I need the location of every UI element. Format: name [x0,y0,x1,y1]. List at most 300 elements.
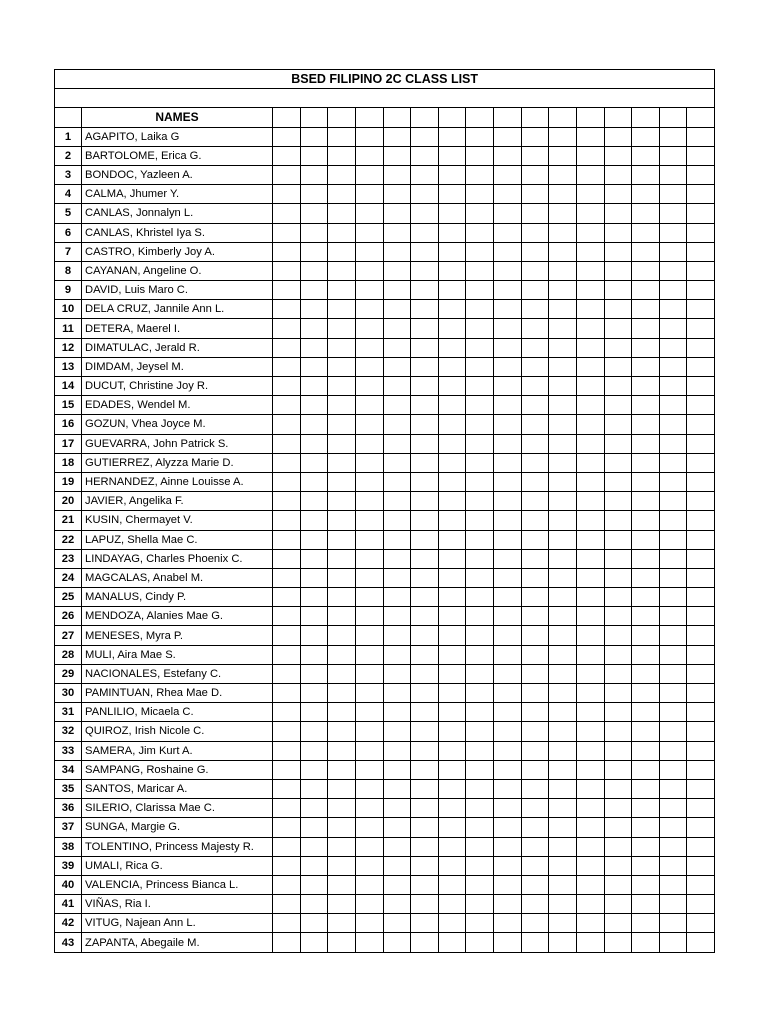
grid-cell[interactable] [494,818,522,837]
student-name[interactable]: CALMA, Jhumer Y. [82,185,273,204]
grid-cell[interactable] [604,607,632,626]
grid-cell[interactable] [328,223,356,242]
grid-cell[interactable] [411,472,439,491]
grid-cell[interactable] [494,895,522,914]
grid-cell[interactable] [576,568,604,587]
student-name[interactable]: ZAPANTA, Abegaile M. [82,933,273,952]
grid-cell[interactable] [328,722,356,741]
grid-cell[interactable] [576,741,604,760]
grid-cell[interactable] [300,703,328,722]
grid-cell[interactable] [632,261,660,280]
grid-cell[interactable] [687,530,715,549]
grid-cell[interactable] [411,741,439,760]
grid-cell[interactable] [411,779,439,798]
grid-cell[interactable] [521,204,549,223]
grid-cell[interactable] [273,338,301,357]
student-name[interactable]: DIMATULAC, Jerald R. [82,338,273,357]
grid-cell[interactable] [466,338,494,357]
grid-cell[interactable] [466,281,494,300]
student-number[interactable]: 40 [55,875,82,894]
student-name[interactable]: LINDAYAG, Charles Phoenix C. [82,549,273,568]
grid-cell[interactable] [632,568,660,587]
grid-cell[interactable] [355,722,383,741]
grid-cell[interactable] [687,204,715,223]
grid-cell[interactable] [355,664,383,683]
grid-cell[interactable] [632,223,660,242]
grid-cell[interactable] [659,914,687,933]
grid-cell[interactable] [687,933,715,952]
grid-cell[interactable] [273,165,301,184]
grid-cell[interactable] [576,760,604,779]
grid-cell[interactable] [687,165,715,184]
grid-cell[interactable] [438,281,466,300]
grid-cell[interactable] [411,607,439,626]
grid-cell[interactable] [521,818,549,837]
grid-cell[interactable] [273,377,301,396]
grid-cell[interactable] [300,741,328,760]
grid-cell[interactable] [604,645,632,664]
grid-cell[interactable] [576,664,604,683]
grid-cell[interactable] [659,856,687,875]
grid-cell[interactable] [521,799,549,818]
grid-cell[interactable] [549,549,577,568]
grid-cell[interactable] [659,357,687,376]
grid-cell[interactable] [576,779,604,798]
grid-cell[interactable] [494,415,522,434]
grid-cell[interactable] [328,645,356,664]
grid-cell[interactable] [521,338,549,357]
student-number[interactable]: 17 [55,434,82,453]
grid-cell[interactable] [549,818,577,837]
grid-cell[interactable] [521,875,549,894]
grid-cell[interactable] [549,837,577,856]
grid-cell[interactable] [632,799,660,818]
grid-cell[interactable] [659,319,687,338]
grid-cell[interactable] [659,684,687,703]
grid-cell[interactable] [687,223,715,242]
grid-cell[interactable] [438,338,466,357]
grid-cell[interactable] [328,108,356,127]
class-list-title[interactable]: BSED FILIPINO 2C CLASS LIST [55,70,715,89]
student-number[interactable]: 15 [55,396,82,415]
grid-cell[interactable] [355,261,383,280]
grid-cell[interactable] [521,127,549,146]
grid-cell[interactable] [494,588,522,607]
grid-cell[interactable] [438,895,466,914]
grid-cell[interactable] [328,875,356,894]
grid-cell[interactable] [521,684,549,703]
grid-cell[interactable] [355,837,383,856]
grid-cell[interactable] [300,319,328,338]
grid-cell[interactable] [438,146,466,165]
grid-cell[interactable] [521,530,549,549]
student-name[interactable]: VITUG, Najean Ann L. [82,914,273,933]
grid-cell[interactable] [549,127,577,146]
grid-cell[interactable] [438,837,466,856]
grid-cell[interactable] [328,684,356,703]
grid-cell[interactable] [604,108,632,127]
grid-cell[interactable] [494,607,522,626]
grid-cell[interactable] [411,530,439,549]
grid-cell[interactable] [632,165,660,184]
grid-cell[interactable] [576,165,604,184]
grid-cell[interactable] [604,165,632,184]
grid-cell[interactable] [549,415,577,434]
student-name[interactable]: DIMDAM, Jeysel M. [82,357,273,376]
student-name[interactable]: SAMPANG, Roshaine G. [82,760,273,779]
student-number[interactable]: 16 [55,415,82,434]
grid-cell[interactable] [466,127,494,146]
grid-cell[interactable] [576,492,604,511]
student-number[interactable]: 11 [55,319,82,338]
student-name[interactable]: HERNANDEZ, Ainne Louisse A. [82,472,273,491]
grid-cell[interactable] [383,300,411,319]
grid-cell[interactable] [466,300,494,319]
grid-cell[interactable] [604,472,632,491]
grid-cell[interactable] [521,549,549,568]
grid-cell[interactable] [300,511,328,530]
grid-cell[interactable] [328,165,356,184]
grid-cell[interactable] [411,261,439,280]
grid-cell[interactable] [273,760,301,779]
grid-cell[interactable] [383,338,411,357]
grid-cell[interactable] [632,914,660,933]
grid-cell[interactable] [521,223,549,242]
grid-cell[interactable] [687,338,715,357]
student-name[interactable]: MANALUS, Cindy P. [82,588,273,607]
grid-cell[interactable] [632,645,660,664]
grid-cell[interactable] [328,242,356,261]
grid-cell[interactable] [328,338,356,357]
grid-cell[interactable] [411,684,439,703]
student-number[interactable]: 43 [55,933,82,952]
grid-cell[interactable] [383,933,411,952]
grid-cell[interactable] [659,434,687,453]
grid-cell[interactable] [549,799,577,818]
grid-cell[interactable] [632,492,660,511]
grid-cell[interactable] [355,108,383,127]
grid-cell[interactable] [604,185,632,204]
grid-cell[interactable] [549,242,577,261]
grid-cell[interactable] [521,588,549,607]
grid-cell[interactable] [411,645,439,664]
grid-cell[interactable] [383,396,411,415]
grid-cell[interactable] [383,741,411,760]
grid-cell[interactable] [576,300,604,319]
grid-cell[interactable] [604,722,632,741]
student-name[interactable]: VIÑAS, Ria I. [82,895,273,914]
grid-cell[interactable] [383,530,411,549]
grid-cell[interactable] [549,607,577,626]
grid-cell[interactable] [521,626,549,645]
grid-cell[interactable] [300,396,328,415]
grid-cell[interactable] [521,300,549,319]
grid-cell[interactable] [632,933,660,952]
grid-cell[interactable] [300,607,328,626]
grid-cell[interactable] [438,856,466,875]
grid-cell[interactable] [328,741,356,760]
grid-cell[interactable] [687,453,715,472]
grid-cell[interactable] [466,703,494,722]
grid-cell[interactable] [494,146,522,165]
grid-cell[interactable] [659,568,687,587]
grid-cell[interactable] [438,549,466,568]
student-name[interactable]: SUNGA, Margie G. [82,818,273,837]
grid-cell[interactable] [549,645,577,664]
grid-cell[interactable] [466,664,494,683]
grid-cell[interactable] [466,914,494,933]
grid-cell[interactable] [521,377,549,396]
grid-cell[interactable] [355,818,383,837]
grid-cell[interactable] [328,300,356,319]
grid-cell[interactable] [549,914,577,933]
grid-cell[interactable] [659,626,687,645]
grid-cell[interactable] [383,415,411,434]
grid-cell[interactable] [355,684,383,703]
grid-cell[interactable] [300,818,328,837]
grid-cell[interactable] [438,914,466,933]
grid-cell[interactable] [632,108,660,127]
grid-cell[interactable] [355,415,383,434]
grid-cell[interactable] [411,837,439,856]
grid-cell[interactable] [328,319,356,338]
grid-cell[interactable] [300,472,328,491]
grid-cell[interactable] [632,703,660,722]
student-name[interactable]: EDADES, Wendel M. [82,396,273,415]
grid-cell[interactable] [521,261,549,280]
grid-cell[interactable] [273,568,301,587]
grid-cell[interactable] [687,722,715,741]
grid-cell[interactable] [659,242,687,261]
grid-cell[interactable] [687,549,715,568]
grid-cell[interactable] [687,741,715,760]
grid-cell[interactable] [604,281,632,300]
student-name[interactable]: GUEVARRA, John Patrick S. [82,434,273,453]
grid-cell[interactable] [300,799,328,818]
student-name[interactable]: SILERIO, Clarissa Mae C. [82,799,273,818]
grid-cell[interactable] [273,204,301,223]
grid-cell[interactable] [273,223,301,242]
grid-cell[interactable] [549,779,577,798]
grid-cell[interactable] [300,914,328,933]
grid-cell[interactable] [549,703,577,722]
grid-cell[interactable] [411,856,439,875]
grid-cell[interactable] [300,684,328,703]
grid-cell[interactable] [355,568,383,587]
grid-cell[interactable] [328,895,356,914]
grid-cell[interactable] [576,799,604,818]
grid-cell[interactable] [687,146,715,165]
student-number[interactable]: 12 [55,338,82,357]
grid-cell[interactable] [466,856,494,875]
grid-cell[interactable] [355,703,383,722]
grid-cell[interactable] [687,760,715,779]
grid-cell[interactable] [494,684,522,703]
grid-cell[interactable] [549,357,577,376]
grid-cell[interactable] [494,319,522,338]
grid-cell[interactable] [576,338,604,357]
grid-cell[interactable] [604,261,632,280]
grid-cell[interactable] [466,261,494,280]
grid-cell[interactable] [383,645,411,664]
grid-cell[interactable] [300,377,328,396]
grid-cell[interactable] [604,357,632,376]
grid-cell[interactable] [438,453,466,472]
grid-cell[interactable] [576,453,604,472]
grid-cell[interactable] [521,453,549,472]
grid-cell[interactable] [576,549,604,568]
grid-cell[interactable] [604,568,632,587]
grid-cell[interactable] [632,242,660,261]
grid-cell[interactable] [659,338,687,357]
grid-cell[interactable] [576,223,604,242]
grid-cell[interactable] [383,703,411,722]
grid-cell[interactable] [604,204,632,223]
grid-cell[interactable] [466,568,494,587]
grid-cell[interactable] [273,146,301,165]
grid-cell[interactable] [687,779,715,798]
grid-cell[interactable] [273,684,301,703]
grid-cell[interactable] [494,779,522,798]
grid-cell[interactable] [328,261,356,280]
grid-cell[interactable] [383,607,411,626]
grid-cell[interactable] [273,511,301,530]
grid-cell[interactable] [659,377,687,396]
grid-cell[interactable] [549,223,577,242]
grid-cell[interactable] [521,664,549,683]
student-name[interactable]: TOLENTINO, Princess Majesty R. [82,837,273,856]
student-number[interactable]: 23 [55,549,82,568]
grid-cell[interactable] [438,242,466,261]
grid-cell[interactable] [411,396,439,415]
grid-cell[interactable] [576,684,604,703]
grid-cell[interactable] [549,511,577,530]
grid-cell[interactable] [576,415,604,434]
grid-cell[interactable] [521,837,549,856]
grid-cell[interactable] [411,300,439,319]
grid-cell[interactable] [438,204,466,223]
grid-cell[interactable] [383,434,411,453]
grid-cell[interactable] [521,472,549,491]
grid-cell[interactable] [411,281,439,300]
grid-cell[interactable] [438,396,466,415]
student-number[interactable]: 30 [55,684,82,703]
grid-cell[interactable] [300,837,328,856]
grid-cell[interactable] [300,645,328,664]
grid-cell[interactable] [438,626,466,645]
grid-cell[interactable] [411,242,439,261]
grid-cell[interactable] [659,453,687,472]
grid-cell[interactable] [355,165,383,184]
grid-cell[interactable] [659,722,687,741]
grid-cell[interactable] [411,357,439,376]
grid-cell[interactable] [411,492,439,511]
grid-cell[interactable] [438,588,466,607]
student-number[interactable]: 25 [55,588,82,607]
grid-cell[interactable] [355,472,383,491]
grid-cell[interactable] [659,396,687,415]
grid-cell[interactable] [411,415,439,434]
grid-cell[interactable] [438,415,466,434]
student-name[interactable]: VALENCIA, Princess Bianca L. [82,875,273,894]
student-name[interactable]: DAVID, Luis Maro C. [82,281,273,300]
grid-cell[interactable] [659,261,687,280]
grid-cell[interactable] [687,300,715,319]
grid-cell[interactable] [632,741,660,760]
grid-cell[interactable] [632,357,660,376]
grid-cell[interactable] [300,300,328,319]
grid-cell[interactable] [300,108,328,127]
student-number[interactable]: 9 [55,281,82,300]
grid-cell[interactable] [383,242,411,261]
grid-cell[interactable] [494,492,522,511]
grid-cell[interactable] [466,645,494,664]
grid-cell[interactable] [328,530,356,549]
grid-cell[interactable] [438,684,466,703]
student-number[interactable]: 10 [55,300,82,319]
grid-cell[interactable] [576,818,604,837]
grid-cell[interactable] [494,530,522,549]
grid-cell[interactable] [549,261,577,280]
grid-cell[interactable] [411,108,439,127]
grid-cell[interactable] [328,204,356,223]
grid-cell[interactable] [355,396,383,415]
student-name[interactable]: CAYANAN, Angeline O. [82,261,273,280]
grid-cell[interactable] [494,645,522,664]
grid-cell[interactable] [438,511,466,530]
grid-cell[interactable] [632,779,660,798]
grid-cell[interactable] [576,722,604,741]
grid-cell[interactable] [355,645,383,664]
grid-cell[interactable] [549,146,577,165]
grid-cell[interactable] [549,396,577,415]
grid-cell[interactable] [383,914,411,933]
grid-cell[interactable] [576,703,604,722]
grid-cell[interactable] [549,760,577,779]
student-name[interactable]: CANLAS, Jonnalyn L. [82,204,273,223]
grid-cell[interactable] [576,377,604,396]
grid-cell[interactable] [659,549,687,568]
grid-cell[interactable] [328,472,356,491]
grid-cell[interactable] [438,799,466,818]
grid-cell[interactable] [604,856,632,875]
grid-cell[interactable] [383,818,411,837]
grid-cell[interactable] [632,453,660,472]
grid-cell[interactable] [411,722,439,741]
grid-cell[interactable] [632,818,660,837]
grid-cell[interactable] [466,434,494,453]
grid-cell[interactable] [438,300,466,319]
grid-cell[interactable] [687,127,715,146]
grid-cell[interactable] [521,914,549,933]
grid-cell[interactable] [549,684,577,703]
grid-cell[interactable] [604,779,632,798]
student-name[interactable]: MENDOZA, Alanies Mae G. [82,607,273,626]
grid-cell[interactable] [466,626,494,645]
student-number[interactable]: 33 [55,741,82,760]
grid-cell[interactable] [438,875,466,894]
grid-cell[interactable] [273,837,301,856]
grid-cell[interactable] [521,779,549,798]
student-name[interactable]: AGAPITO, Laika G [82,127,273,146]
grid-cell[interactable] [494,357,522,376]
grid-cell[interactable] [687,818,715,837]
grid-cell[interactable] [549,185,577,204]
grid-cell[interactable] [549,664,577,683]
student-number[interactable]: 38 [55,837,82,856]
grid-cell[interactable] [273,300,301,319]
grid-cell[interactable] [273,722,301,741]
